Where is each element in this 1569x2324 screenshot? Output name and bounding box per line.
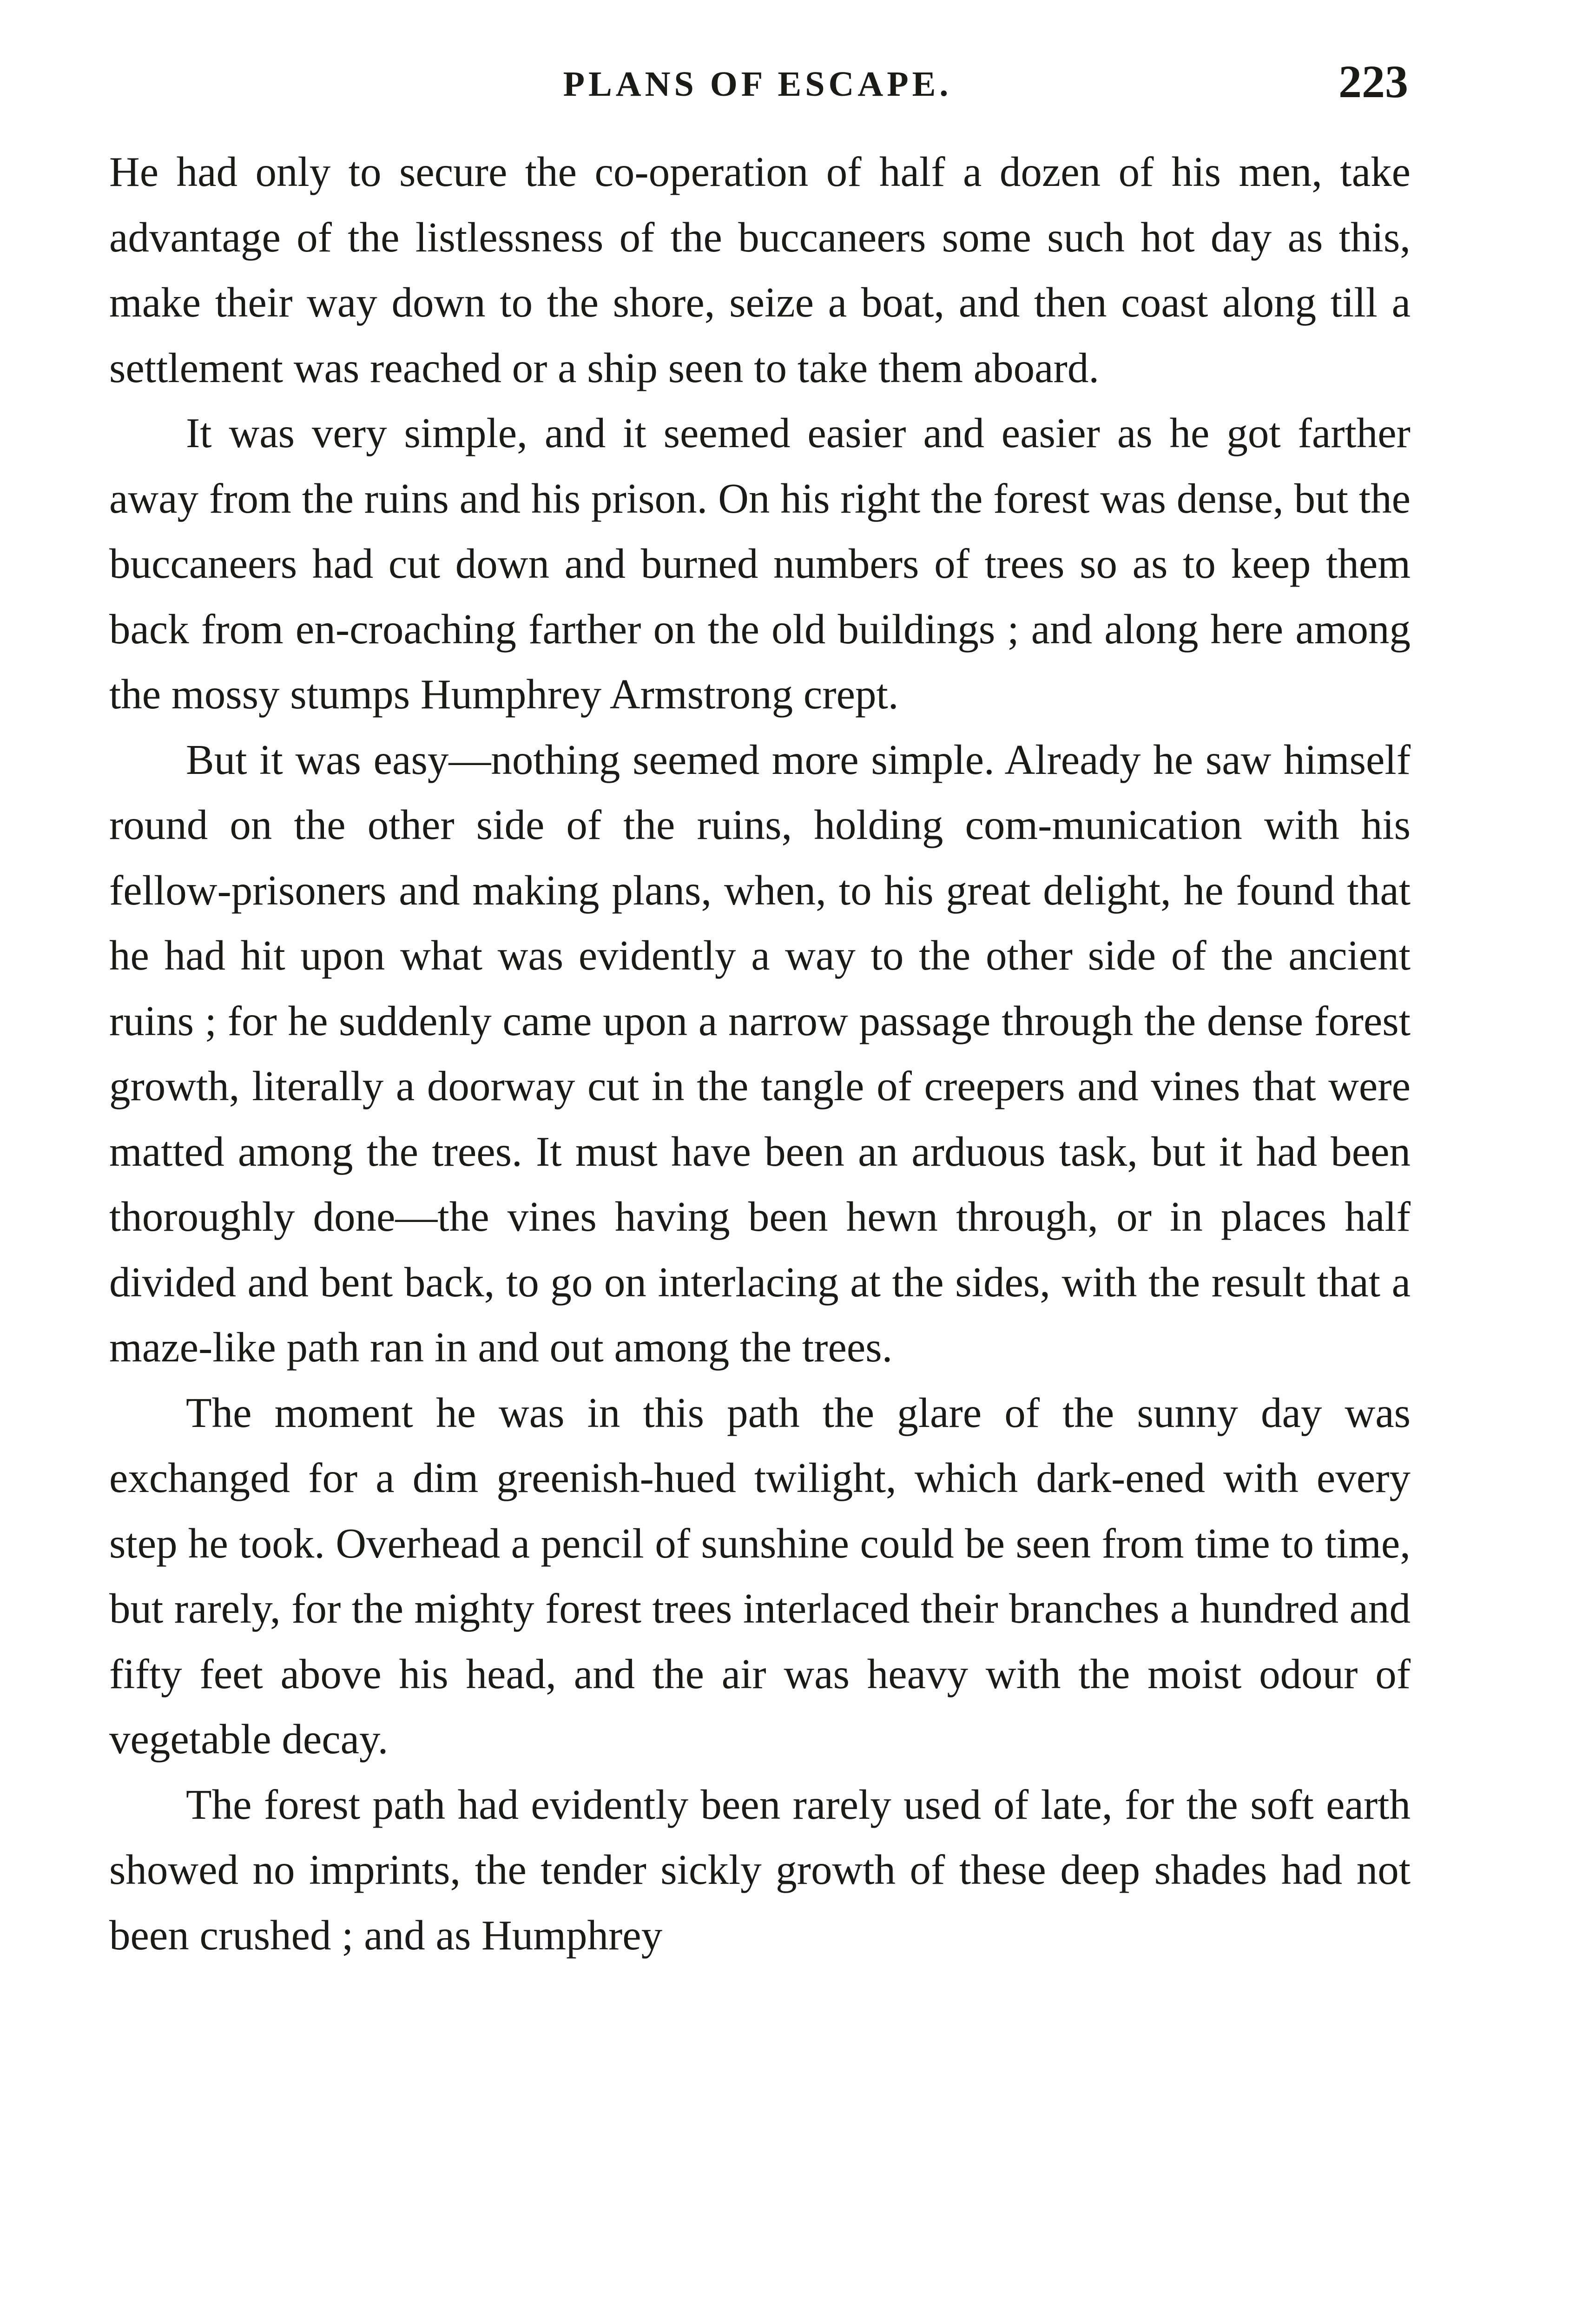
- paragraph-5: The forest path had evidently been rarely used of late, for the soft earth showed no imprints, the tender sickly growth of these deep shades had not been crushed ; and as Humphrey: [109, 1781, 1411, 1959]
- page-number: 223: [1338, 56, 1408, 107]
- body-text: [109, 139, 1411, 1968]
- paragraph-2: It was very simple, and it seemed easier and easier as he got farther away from the ruins and his prison. On his right the forest was dense, but the buccaneers had cut down and burned numbers of trees so as to keep them back from en-croaching farther on the old buildings ; and along here among the mossy stumps Humphrey Armstrong crept.: [109, 409, 1411, 718]
- running-head: [107, 55, 1408, 115]
- paragraph-4: The moment he was in this path the glare of the sunny day was exchanged for a dim greenish-hued twilight, which dark-ened with every step he took. Overhead a pencil of sunshine could be seen from time to time, but rarely, for the mighty forest trees interlaced their branches a hundred and fifty feet above his head, and the air was heavy with the moist odour of vegetable decay.: [109, 1389, 1411, 1763]
- paragraph-3: But it was easy—nothing seemed more simple. Already he saw himself round on the other side of the ruins, holding com-munication with his fellow-prisoners and making plans, when, to his great delight, he found that he had hit upon what was evidently a way to the other side of the ancient ruins ; for he suddenly came upon a narrow passage through the dense forest growth, literally a doorway cut in the tangle of creepers and vines that were matted among the trees. It must have been an arduous task, but it had been thoroughly done—the vines having been hewn through, or in places half divided and bent back, to go on interlacing at the sides, with the result that a maze-like path ran in and out among the trees.: [109, 736, 1411, 1371]
- paragraph-1: He had only to secure the co-operation of half a dozen of his men, take advantage of the listlessness of the buccaneers some such hot day as this, make their way down to the shore, seize a boat, and then coast along till a settlement was reached or a ship seen to take them aboard.: [109, 148, 1411, 391]
- running-title: PLANS OF ESCAPE.: [563, 65, 952, 104]
